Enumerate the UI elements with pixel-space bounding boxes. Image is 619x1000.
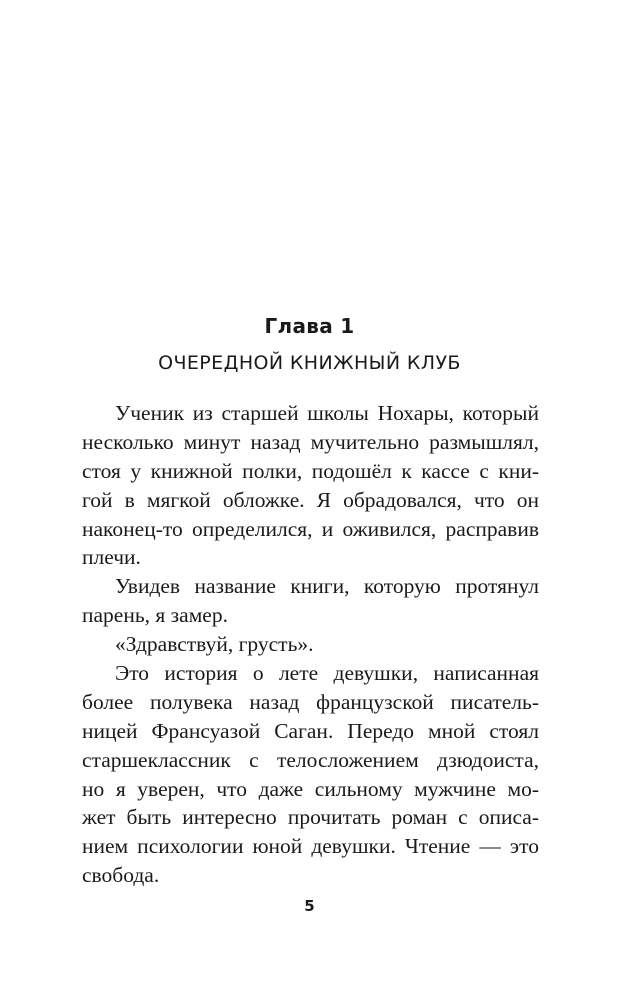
paragraph [82, 630, 539, 659]
text-line: «Здравствуй, грусть». [115, 632, 314, 657]
text-line: более полувека назад французской писатель- [82, 689, 539, 714]
paragraph [82, 659, 539, 890]
text-line: свобода. [82, 863, 160, 888]
text-line: жет быть интересно прочитать роман с описа- [82, 805, 539, 830]
text-line: наконец-то определился, и оживился, расправив [82, 516, 539, 541]
text-line: старшеклассник с телосложением дзюдоиста, [82, 747, 539, 772]
chapter-number: Глава 1 [264, 314, 355, 338]
text-line: несколько минут назад мучительно размышлял, [82, 429, 539, 454]
text-line: ницей Франсуазой Саган. Передо мной стоял [82, 718, 539, 743]
text-line: но я уверен, что даже сильному мужчине мо- [82, 776, 539, 801]
text-line: нием психологии юной девушки. Чтение — это [82, 834, 539, 859]
body-text [82, 399, 539, 890]
text-line: Увидев название книги, которую протянул [115, 574, 539, 599]
text-line: парень, я замер. [82, 603, 228, 628]
paragraph [82, 572, 539, 630]
paragraph [82, 399, 539, 572]
text-line: плечи. [82, 545, 141, 570]
page-number: 5 [304, 897, 315, 915]
text-line: Это история о лете девушки, написанная [115, 661, 539, 686]
text-line: Ученик из старшей школы Нохары, который [115, 401, 539, 425]
chapter-title: ОЧЕРЕДНОЙ КНИЖНЫЙ КЛУБ [158, 352, 461, 374]
text-line: стоя у книжной полки, подошёл к кассе с кни- [82, 458, 539, 483]
text-line: гой в мягкой обложке. Я обрадовался, что он [82, 487, 539, 512]
